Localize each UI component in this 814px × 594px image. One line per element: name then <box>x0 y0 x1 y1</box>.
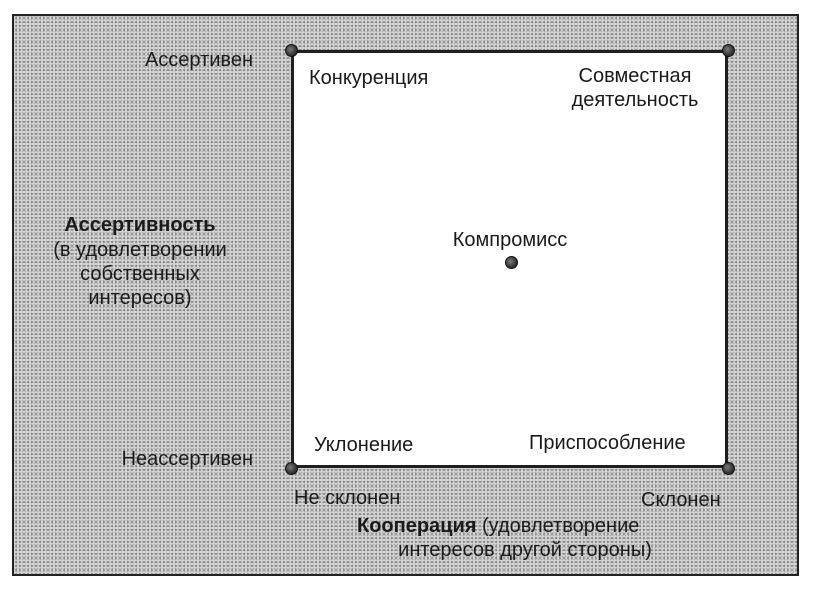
label-avoidance: Уклонение <box>314 434 414 456</box>
corner-dot-top-right <box>722 44 735 57</box>
axis-y-title: Ассертивность <box>64 214 216 236</box>
corner-dot-bottom-right <box>722 462 735 475</box>
corner-dot-bottom-left <box>285 462 298 475</box>
center-dot-compromise <box>505 256 518 269</box>
axis-y-bottom-label: Неассертивен <box>121 448 253 470</box>
axis-x-title <box>357 514 639 538</box>
label-collaboration-line2: деятельность <box>571 89 699 111</box>
label-accommodation: Приспособление <box>529 432 686 454</box>
axis-y-subtitle-line1: (в удовлетворении <box>53 239 227 261</box>
axis-x-right-label: Склонен <box>641 489 721 511</box>
axis-y-subtitle-line2: собственных <box>80 263 200 285</box>
axis-x-subtitle-line2: интересов другой стороны) <box>398 539 652 561</box>
axis-x-title-rest: (удовлетворение <box>476 515 640 537</box>
axis-y-subtitle-line3: интересов) <box>88 287 192 309</box>
axis-x-left-label: Не склонен <box>294 487 401 509</box>
label-competition: Конкуренция <box>309 67 429 89</box>
label-compromise: Компромисс <box>452 229 568 251</box>
corner-dot-top-left <box>285 44 298 57</box>
axis-y-top-label: Ассертивен <box>144 49 253 71</box>
label-collaboration-line1: Совместная <box>578 65 692 87</box>
axis-x-title-bold: Кооперация <box>357 515 477 537</box>
